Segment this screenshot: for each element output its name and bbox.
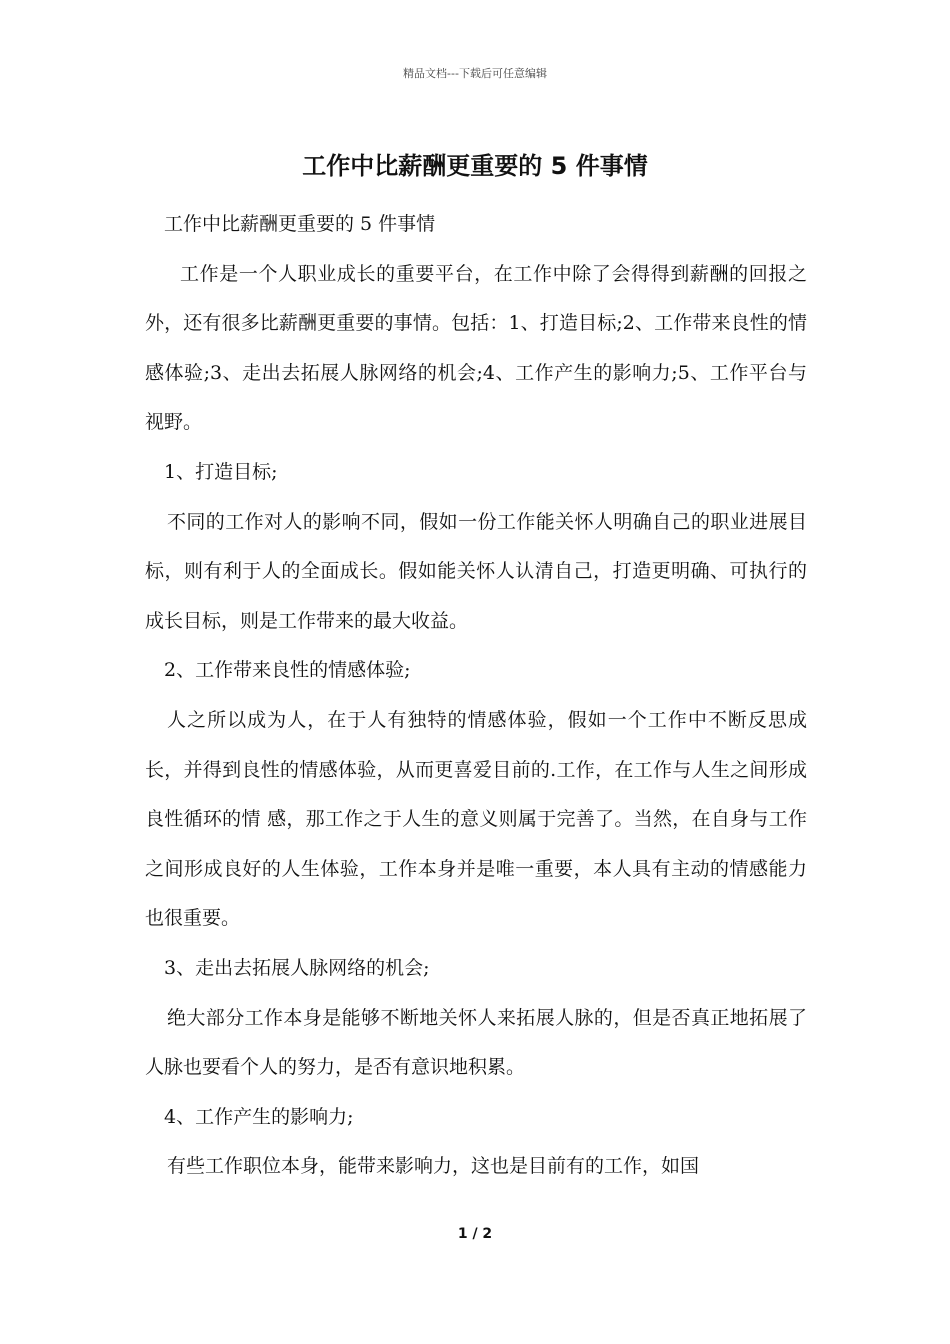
section-heading-3: 3、走出去拓展人脉网络的机会; [164, 956, 430, 979]
intro-paragraph: 工作是一个人职业成长的重要平台，在工作中除了会得得到薪酬的回报之外，还有很多比薪酬更重要的事情。包括：1、打造目标;2、工作带来良性的情感体验;3、走出去拓展人脉网络的机会;4、工作产生的影响力;5、工作平台与视野。 [145, 262, 807, 434]
section-body-2: 人之所以成为人，在于人有独特的情感体验，假如一个工作中不断反思成长，并得到良性的情感体验，从而更喜爱目前的.工作，在工作与人生之间形成良性循环的情 感，那工作之于人生的意义则属于完善了。当然，在自身与工作之间形成良好的人生体验，工作本身并是唯一重要，本人具有主动的情感能力也很重要。 [145, 708, 807, 930]
section-heading-1: 1、打造目标; [164, 460, 278, 483]
section-body-4: 有些工作职位本身，能带来影响力，这也是目前有的工作，如国 [167, 1155, 700, 1178]
subtitle: 工作中比薪酬更重要的 5 件事情 [164, 213, 436, 235]
section-heading-4: 4、工作产生的影响力; [164, 1105, 354, 1128]
header-note: 精品文档---下载后可任意编辑 [403, 67, 547, 80]
section-body-3: 绝大部分工作本身是能够不断地关怀人来拓展人脉的，但是否真正地拓展了人脉也要看个人的努力，是否有意识地积累。 [145, 1006, 807, 1079]
page-number: 1 / 2 [457, 1226, 493, 1242]
section-body-1: 不同的工作对人的影响不同，假如一份工作能关怀人明确自己的职业进展目标，则有利于人的全面成长。假如能关怀人认清自己，打造更明确、可执行的成长目标，则是工作带来的最大收益。 [145, 510, 807, 632]
document-title: 工作中比薪酬更重要的 5 件事情 [302, 152, 648, 180]
section-heading-2: 2、工作带来良性的情感体验; [164, 659, 411, 682]
document-body [145, 200, 807, 1192]
